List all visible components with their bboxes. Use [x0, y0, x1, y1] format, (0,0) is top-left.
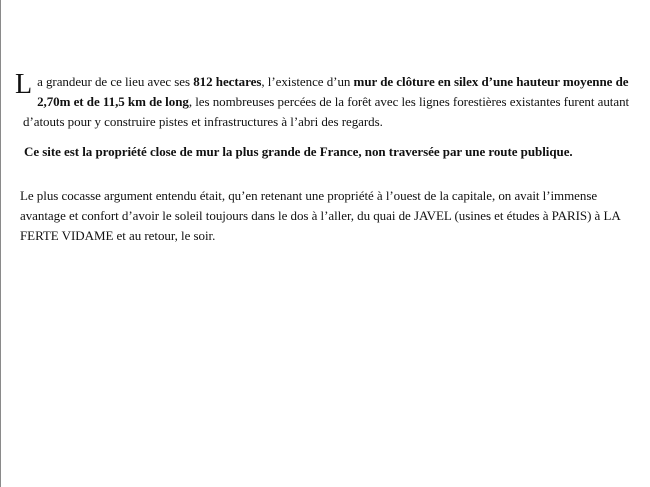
paragraph-site-argument: Le plus cocasse argument entendu était, qu’en retenant une propriété à l’ouest de la capitale, on avait l’immense avantage et confort d’avoir le soleil toujours dans le dos à l’aller, du quai de JAVEL (usines et études à PARIS) à LA FERTE VIDAME et au retour, le soir.	[20, 188, 620, 243]
paragraph-1-text-1: a grandeur de ce lieu avec ses	[37, 74, 194, 89]
paragraph-site-property: Ce site est la propriété close de mur la plus grande de France, non traversée par une route publique.	[24, 144, 573, 159]
area-highlight: 812 hectares	[193, 74, 262, 89]
drop-cap: L	[15, 69, 33, 100]
paragraph-1-text-3: , les nombreuses percées de la forêt avec les lignes forestières existantes furent autant d’atouts pour y construire pistes et infrastructures à l’abri des regards.	[23, 94, 630, 129]
wall-highlight: mur de clôture en silex d’une hauteur moyenne de 2,70m et de 11,5 km de long	[37, 74, 629, 109]
paragraph-site-description	[15, 69, 633, 132]
paragraph-1-text-2: , l’existence d’un	[261, 74, 354, 89]
